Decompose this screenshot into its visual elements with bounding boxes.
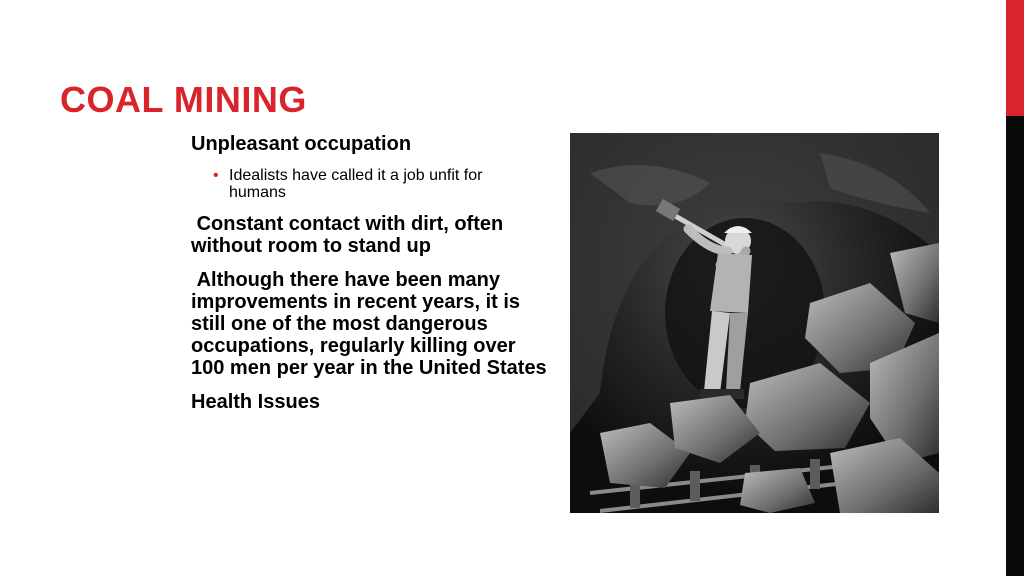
sub-bullet-text: Idealists have called it a job unfit for humans bbox=[229, 167, 483, 201]
slide-title: COAL MINING bbox=[60, 79, 307, 120]
body-paragraph: Unpleasant occupation bbox=[191, 133, 412, 155]
body-paragraph: Health Issues bbox=[191, 391, 320, 413]
sub-bullet-item bbox=[211, 167, 529, 201]
bullet-icon: • bbox=[213, 167, 219, 184]
sub-bullet-list bbox=[191, 167, 551, 201]
accent-bar-black bbox=[1006, 116, 1024, 576]
slide-body bbox=[191, 133, 551, 421]
body-paragraph: Although there have been many improvements in recent years, it is still one of the most dangerous occupations, regularly killing over 100 men per year in the United States bbox=[191, 269, 547, 379]
accent-bar-red bbox=[1006, 0, 1024, 116]
body-paragraph: Constant contact with dirt, often without room to stand up bbox=[191, 213, 509, 257]
coal-miner-photo-icon bbox=[570, 133, 939, 513]
